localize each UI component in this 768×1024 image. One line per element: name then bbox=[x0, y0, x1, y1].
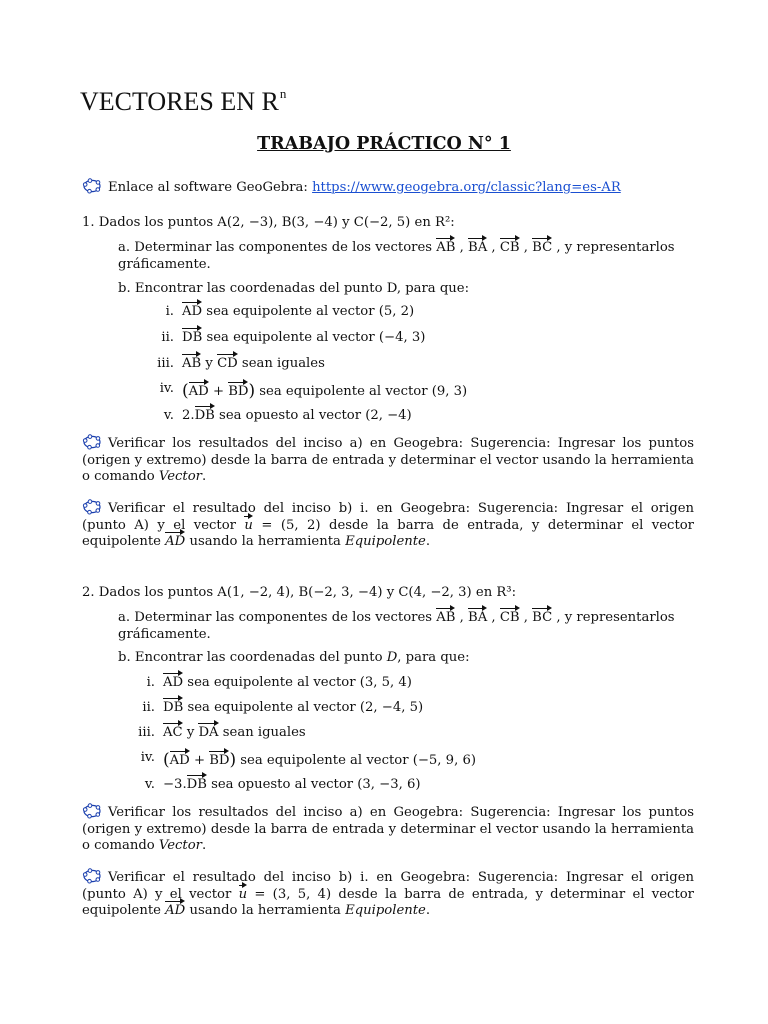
subitem-text: sea equipolente al vector (−5, 9, 6) bbox=[236, 753, 476, 768]
note-text: Verificar los resultados del inciso a) en Geogebra: Sugerencia: Ingresar los puntos (origen y extremo) desde la barra de entrada y determinar el vector usando la herramienta o comando bbox=[82, 805, 694, 853]
note-vector-value: = (5, 2) bbox=[252, 517, 321, 533]
ex2-a-vector: BC bbox=[532, 610, 553, 625]
note-text: desde la barra de entrada, y determinar el vector equipolente bbox=[82, 517, 694, 549]
ex2-item-a: a. Determinar las componentes de los vectores AB , BA , CB , BC , y representarlos bbox=[118, 610, 675, 625]
page-title-superscript: n bbox=[279, 86, 287, 101]
subitem-operator: + bbox=[208, 384, 229, 399]
ex2-a-vector: BA bbox=[468, 610, 488, 625]
ex1-item-b: b. Encontrar las coordenadas del punto D, para que: bbox=[118, 281, 470, 296]
subitem-vector: AD bbox=[169, 753, 190, 768]
subitem-number: i. bbox=[165, 304, 174, 319]
ex1-item-a: a. Determinar las componentes de los vectores AB , BA , CB , BC , y representarlos bbox=[118, 240, 675, 255]
subitem-number: i. bbox=[146, 675, 155, 690]
ex2-intro: 2. Dados los puntos A(1, −2, 4), B(−2, 3, −4) y C(4, −2, 3) en R³: bbox=[82, 585, 517, 600]
subitem-vector: DB bbox=[163, 700, 184, 715]
ex2-note-a bbox=[82, 803, 694, 855]
geogebra-logo-icon bbox=[82, 499, 102, 515]
subitem-vector: AC bbox=[163, 725, 183, 740]
ex1-a-text: a. Determinar las componentes de los vectores bbox=[118, 240, 437, 255]
note-text: usando la herramienta bbox=[185, 534, 346, 549]
subitem-number: iv. bbox=[159, 381, 174, 396]
ex1-a-vector: BA bbox=[468, 240, 488, 255]
note-emphasis: Vector bbox=[158, 838, 202, 853]
note-text: usando la herramienta bbox=[185, 903, 346, 918]
note-vector-u: u bbox=[244, 517, 253, 533]
subitem-vector: AD bbox=[163, 675, 184, 690]
subitem-vector: AB bbox=[182, 356, 202, 371]
subitem-vector: DB bbox=[186, 777, 207, 792]
ex2-a-vector: CB bbox=[499, 610, 520, 625]
page-title-text: VECTORES EN R bbox=[80, 87, 279, 116]
page-subtitle: TRABAJO PRÁCTICO N° 1 bbox=[257, 134, 511, 154]
subitem-vector: BD bbox=[228, 384, 249, 399]
ex2-b-text-end: , para que: bbox=[397, 650, 470, 665]
subitem-text: sea equipolente al vector (9, 3) bbox=[255, 384, 468, 399]
geogebra-link[interactable]: https://www.geogebra.org/classic?lang=es-AR bbox=[312, 180, 621, 195]
subitem-vector: DB bbox=[194, 408, 215, 423]
ex1-intro: 1. Dados los puntos A(2, −3), B(3, −4) y C(−2, 5) en R²: bbox=[82, 215, 455, 230]
subitem-text: sea equipolente al vector (2, −4, 5) bbox=[183, 700, 424, 715]
ex1-a-text-end: , y representarlos bbox=[556, 240, 675, 255]
link-prefix: Enlace al software GeoGebra: bbox=[108, 180, 313, 195]
subitem-number: v. bbox=[144, 777, 155, 792]
note-text: Verificar el resultado del inciso b) i. en Geogebra: Sugerencia: Ingresar el origen (punto A) y el vector bbox=[82, 501, 694, 533]
geogebra-link-line bbox=[82, 178, 621, 197]
note-emphasis: Equipolente bbox=[345, 534, 426, 549]
subitem-text: sea opuesto al vector (2, −4) bbox=[214, 408, 412, 423]
note-text: Verificar los resultados del inciso a) en Geogebra: Sugerencia: Ingresar los puntos (origen y extremo) desde la barra de entrada y determinar el vector usando la herramienta o comando bbox=[82, 436, 694, 484]
ex2-a-line2: gráficamente. bbox=[118, 627, 211, 642]
subitem-vector: BD bbox=[209, 753, 230, 768]
ex1-a-vector: BC bbox=[532, 240, 553, 255]
subitem-connector: y bbox=[201, 356, 218, 371]
ex2-a-text-end: , y representarlos bbox=[556, 610, 675, 625]
note-vector-u: u bbox=[238, 886, 248, 902]
note-vector: AD bbox=[165, 903, 186, 918]
subitem-scalar: 2. bbox=[182, 408, 195, 423]
subitem-number: iii. bbox=[157, 356, 174, 371]
ex1-note-b bbox=[82, 499, 694, 551]
subitem-number: iii. bbox=[138, 725, 155, 740]
geogebra-logo-icon bbox=[82, 803, 102, 819]
ex2-b-text: b. Encontrar las coordenadas del punto bbox=[118, 650, 387, 665]
note-emphasis: Vector bbox=[158, 469, 202, 484]
subitem-text: sea opuesto al vector (3, −3, 6) bbox=[206, 777, 421, 792]
note-text: Verificar el resultado del inciso b) i. en Geogebra: Sugerencia: Ingresar el origen (punto A) y el vector bbox=[82, 870, 694, 902]
subitem-scalar: −3. bbox=[163, 777, 187, 792]
subitem-number: iv. bbox=[140, 750, 155, 765]
subitem-connector: y bbox=[182, 725, 199, 740]
geogebra-logo-icon bbox=[82, 178, 102, 194]
subitem-vector: AD bbox=[188, 384, 209, 399]
geogebra-logo-icon bbox=[82, 434, 102, 450]
subitem-text: sea equipolente al vector (3, 5, 4) bbox=[183, 675, 412, 690]
subitem-vector: CD bbox=[217, 356, 238, 371]
ex2-a-vector: AB bbox=[436, 610, 456, 625]
page-title bbox=[80, 86, 286, 119]
subitem-vector: DA bbox=[198, 725, 219, 740]
subitem-number: ii. bbox=[161, 330, 174, 345]
note-vector-value: = (3, 5, 4) bbox=[247, 886, 332, 902]
subitem-vector: AD bbox=[182, 304, 203, 319]
ex2-b-point: D bbox=[386, 650, 398, 665]
note-end: . bbox=[425, 534, 431, 549]
ex1-a-vector: AB bbox=[436, 240, 456, 255]
subitem-text: sean iguales bbox=[237, 356, 325, 371]
note-text: desde la barra de entrada, y determinar el vector equipolente bbox=[82, 886, 694, 918]
ex1-a-line2: gráficamente. bbox=[118, 257, 211, 272]
ex1-a-vector: CB bbox=[499, 240, 520, 255]
geogebra-logo-icon bbox=[82, 868, 102, 884]
subitem-vector: DB bbox=[182, 330, 203, 345]
ex2-item-b bbox=[118, 650, 470, 667]
subitem-text: sea equipolente al vector (5, 2) bbox=[202, 304, 415, 319]
note-emphasis: Equipolente bbox=[345, 903, 426, 918]
note-end: . bbox=[425, 903, 431, 918]
subitem-number: v. bbox=[163, 408, 174, 423]
note-vector: AD bbox=[165, 534, 186, 549]
subitem-number: ii. bbox=[142, 700, 155, 715]
subitem-text: sea equipolente al vector (−4, 3) bbox=[202, 330, 426, 345]
ex2-a-text: a. Determinar las componentes de los vectores bbox=[118, 610, 437, 625]
note-end: . bbox=[201, 838, 207, 853]
note-end: . bbox=[201, 469, 207, 484]
subitem-text: sean iguales bbox=[218, 725, 306, 740]
ex2-note-b bbox=[82, 868, 694, 920]
subitem-operator: + bbox=[189, 753, 210, 768]
ex1-note-a bbox=[82, 434, 694, 486]
